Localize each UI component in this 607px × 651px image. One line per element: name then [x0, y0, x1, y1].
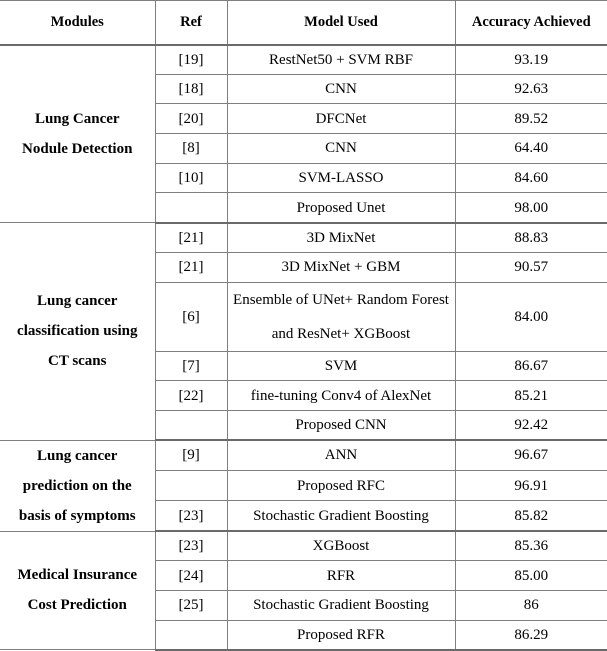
ref-cell: [21]: [155, 223, 227, 253]
ref-cell: [155, 620, 227, 650]
model-cell: Stochastic Gradient Boosting: [227, 590, 455, 620]
ref-cell: [10]: [155, 163, 227, 193]
module-name-line: Medical Insurance: [17, 567, 138, 584]
accuracy-cell: 64.40: [455, 134, 607, 164]
table-header: [0, 1, 607, 45]
model-cell: DFCNet: [227, 104, 455, 134]
ref-cell: [6]: [155, 282, 227, 351]
model-cell: RestNet50 + SVM RBF: [227, 45, 455, 75]
ref-cell: [25]: [155, 590, 227, 620]
module-name-line: classification using: [17, 323, 138, 340]
model-cell: SVM-LASSO: [227, 163, 455, 193]
accuracy-cell: 86.67: [455, 351, 607, 381]
module-name-line: basis of symptoms: [18, 507, 136, 524]
ref-cell: [155, 410, 227, 440]
accuracy-cell: 85.00: [455, 561, 607, 591]
model-cell: fine-tuning Conv4 of AlexNet: [227, 381, 455, 411]
model-cell: XGBoost: [227, 531, 455, 561]
accuracy-cell: 85.21: [455, 381, 607, 411]
header-row: [0, 1, 607, 45]
accuracy-cell: 92.63: [455, 74, 607, 104]
module-name-line: Nodule Detection: [22, 140, 133, 157]
model-cell: Proposed Unet: [227, 193, 455, 223]
model-cell: RFR: [227, 561, 455, 591]
model-cell: Stochastic Gradient Boosting: [227, 501, 455, 531]
table-body: [0, 45, 607, 650]
ref-cell: [9]: [155, 440, 227, 470]
accuracy-cell: 86: [455, 590, 607, 620]
accuracy-cell: 85.82: [455, 501, 607, 531]
module-name-line: Lung cancer: [37, 293, 118, 310]
ref-cell: [20]: [155, 104, 227, 134]
model-cell: Proposed RFR: [227, 620, 455, 650]
ref-cell: [7]: [155, 351, 227, 381]
header-modules: Modules: [0, 1, 155, 45]
accuracy-cell: 89.52: [455, 104, 607, 134]
module-name-line: Lung cancer: [37, 447, 118, 464]
model-cell: Ensemble of UNet+ Random Forest and ResNet+ XGBoost: [227, 282, 455, 351]
accuracy-cell: 86.29: [455, 620, 607, 650]
accuracy-cell: 96.67: [455, 440, 607, 470]
table-row: [0, 531, 607, 561]
model-cell: 3D MixNet + GBM: [227, 252, 455, 282]
module-cell: [0, 440, 155, 531]
module-name-line: prediction on the: [22, 477, 132, 494]
ref-cell: [21]: [155, 252, 227, 282]
module-cell: [0, 531, 155, 650]
accuracy-cell: 84.00: [455, 282, 607, 351]
model-cell: Proposed RFC: [227, 470, 455, 500]
accuracy-cell: 84.60: [455, 163, 607, 193]
ref-cell: [23]: [155, 501, 227, 531]
accuracy-cell: 90.57: [455, 252, 607, 282]
model-cell: CNN: [227, 134, 455, 164]
module-name-line: CT scans: [48, 353, 107, 370]
table-row: [0, 45, 607, 75]
module-cell: [0, 45, 155, 223]
table-row: [0, 223, 607, 253]
ref-cell: [18]: [155, 74, 227, 104]
table-row: [0, 440, 607, 470]
module-name-line: Cost Prediction: [27, 597, 127, 614]
module-name-line: Lung Cancer: [34, 110, 120, 127]
header-ref: Ref: [155, 1, 227, 45]
ref-cell: [155, 470, 227, 500]
accuracy-cell: 88.83: [455, 223, 607, 253]
accuracy-cell: 85.36: [455, 531, 607, 561]
accuracy-cell: 93.19: [455, 45, 607, 75]
ref-cell: [19]: [155, 45, 227, 75]
header-model-used: Model Used: [227, 1, 455, 45]
header-accuracy: Accuracy Achieved: [455, 1, 607, 45]
accuracy-cell: 92.42: [455, 410, 607, 440]
model-cell: SVM: [227, 351, 455, 381]
ref-cell: [155, 193, 227, 223]
model-cell: 3D MixNet: [227, 223, 455, 253]
ref-cell: [23]: [155, 531, 227, 561]
ref-cell: [22]: [155, 381, 227, 411]
ref-cell: [24]: [155, 561, 227, 591]
module-cell: [0, 223, 155, 440]
accuracy-cell: 98.00: [455, 193, 607, 223]
model-cell: ANN: [227, 440, 455, 470]
ref-cell: [8]: [155, 134, 227, 164]
accuracy-cell: 96.91: [455, 470, 607, 500]
model-cell: CNN: [227, 74, 455, 104]
model-cell: Proposed CNN: [227, 410, 455, 440]
